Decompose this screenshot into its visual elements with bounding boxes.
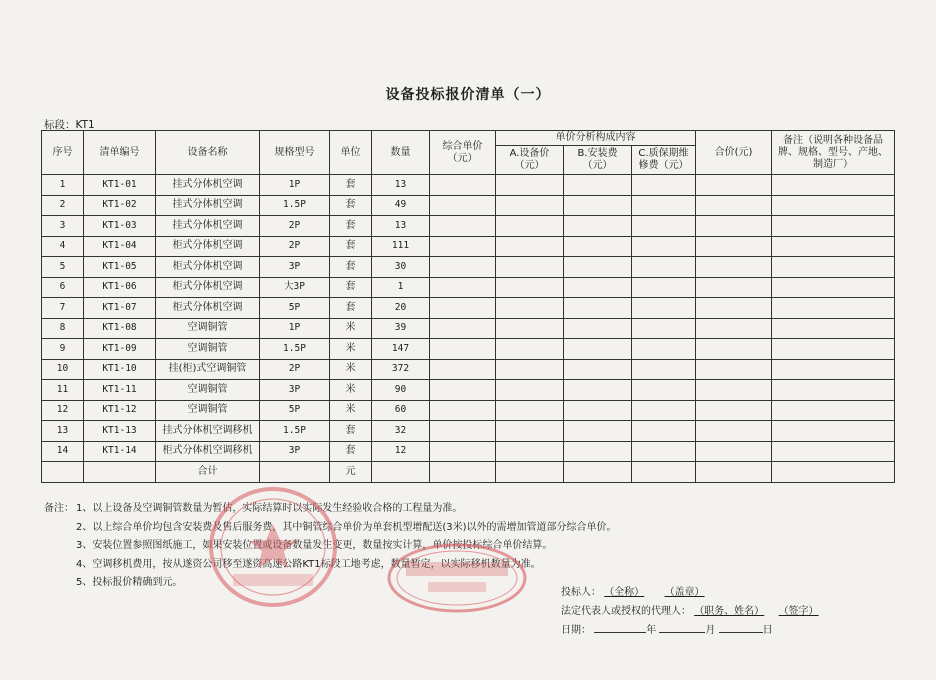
empty-price-cell bbox=[632, 257, 696, 278]
row-spec-cell: 大3P bbox=[260, 277, 330, 298]
empty-price-cell bbox=[496, 257, 564, 278]
row-qty-cell: 30 bbox=[372, 257, 430, 278]
empty-price-cell bbox=[496, 175, 564, 196]
representative-label: 法定代表人或授权的代理人： bbox=[561, 606, 691, 617]
row-qty-cell: 12 bbox=[372, 441, 430, 462]
row-spec-cell: 2P bbox=[260, 359, 330, 380]
empty-price-cell bbox=[772, 359, 895, 380]
empty-total-cell bbox=[42, 462, 84, 483]
header-install-fee: B.安装费（元） bbox=[564, 146, 632, 175]
representative-value: （职务、姓名） bbox=[694, 606, 765, 617]
empty-price-cell bbox=[496, 236, 564, 257]
empty-price-cell bbox=[496, 359, 564, 380]
row-qty-cell: 49 bbox=[372, 195, 430, 216]
empty-price-cell bbox=[696, 175, 772, 196]
header-code: 清单编号 bbox=[84, 131, 156, 175]
row-qty-cell: 13 bbox=[372, 216, 430, 237]
row-seq-cell: 8 bbox=[42, 318, 84, 339]
table-row bbox=[42, 277, 895, 298]
table-row bbox=[42, 216, 895, 237]
empty-price-cell bbox=[696, 257, 772, 278]
note-item: 1、以上设备及空调铜管数量为暂估，实际结算时以实际发生经验收合格的工程量为准。 bbox=[76, 503, 463, 514]
row-unit-cell: 套 bbox=[330, 421, 372, 442]
row-spec-cell: 1P bbox=[260, 318, 330, 339]
row-unit-cell: 套 bbox=[330, 277, 372, 298]
row-qty-cell: 1 bbox=[372, 277, 430, 298]
empty-price-cell bbox=[496, 400, 564, 421]
row-name-cell: 柜式分体机空调 bbox=[156, 277, 260, 298]
empty-price-cell bbox=[564, 195, 632, 216]
empty-price-cell bbox=[632, 175, 696, 196]
row-seq-cell: 11 bbox=[42, 380, 84, 401]
row-spec-cell: 1.5P bbox=[260, 339, 330, 360]
date-label: 日期： bbox=[561, 625, 591, 636]
header-name: 设备名称 bbox=[156, 131, 260, 175]
row-name-cell: 柜式分体机空调 bbox=[156, 298, 260, 319]
signature-block bbox=[561, 583, 819, 640]
empty-price-cell bbox=[430, 236, 496, 257]
empty-price-cell bbox=[632, 359, 696, 380]
empty-price-cell bbox=[496, 277, 564, 298]
empty-price-cell bbox=[564, 339, 632, 360]
price-table bbox=[41, 130, 895, 483]
empty-price-cell bbox=[696, 400, 772, 421]
empty-price-cell bbox=[430, 277, 496, 298]
empty-price-cell bbox=[772, 441, 895, 462]
empty-price-cell bbox=[772, 277, 895, 298]
row-code-cell: KT1-10 bbox=[84, 359, 156, 380]
empty-price-cell bbox=[430, 195, 496, 216]
empty-price-cell bbox=[632, 441, 696, 462]
empty-price-cell bbox=[772, 216, 895, 237]
empty-price-cell bbox=[696, 421, 772, 442]
row-qty-cell: 39 bbox=[372, 318, 430, 339]
row-code-cell: KT1-05 bbox=[84, 257, 156, 278]
row-qty-cell: 60 bbox=[372, 400, 430, 421]
empty-price-cell bbox=[430, 339, 496, 360]
table-row bbox=[42, 257, 895, 278]
row-spec-cell: 1P bbox=[260, 175, 330, 196]
empty-price-cell bbox=[632, 380, 696, 401]
row-seq-cell: 5 bbox=[42, 257, 84, 278]
row-unit-cell: 套 bbox=[330, 195, 372, 216]
row-name-cell: 柜式分体机空调 bbox=[156, 236, 260, 257]
row-unit-cell: 米 bbox=[330, 318, 372, 339]
header-unit: 单位 bbox=[330, 131, 372, 175]
row-name-cell: 空调铜管 bbox=[156, 339, 260, 360]
row-unit-cell: 米 bbox=[330, 380, 372, 401]
empty-price-cell bbox=[696, 441, 772, 462]
table-row bbox=[42, 236, 895, 257]
empty-price-cell bbox=[564, 175, 632, 196]
header-total-price: 合价(元) bbox=[696, 131, 772, 175]
empty-total-cell bbox=[564, 462, 632, 483]
empty-price-cell bbox=[564, 277, 632, 298]
empty-price-cell bbox=[772, 380, 895, 401]
empty-price-cell bbox=[696, 195, 772, 216]
row-qty-cell: 372 bbox=[372, 359, 430, 380]
bidder-seal: （盖章） bbox=[664, 587, 705, 598]
empty-price-cell bbox=[496, 441, 564, 462]
row-name-cell: 挂式分体机空调 bbox=[156, 216, 260, 237]
empty-price-cell bbox=[496, 216, 564, 237]
table-row bbox=[42, 441, 895, 462]
empty-price-cell bbox=[564, 236, 632, 257]
empty-total-cell bbox=[496, 462, 564, 483]
row-name-cell: 挂(柜)式空调铜管 bbox=[156, 359, 260, 380]
empty-price-cell bbox=[772, 175, 895, 196]
empty-price-cell bbox=[430, 380, 496, 401]
table-row bbox=[42, 318, 895, 339]
row-spec-cell: 3P bbox=[260, 257, 330, 278]
empty-price-cell bbox=[772, 339, 895, 360]
row-name-cell: 挂式分体机空调 bbox=[156, 195, 260, 216]
row-spec-cell: 2P bbox=[260, 236, 330, 257]
empty-price-cell bbox=[564, 318, 632, 339]
header-warranty-fee: C.质保期维修费（元） bbox=[632, 146, 696, 175]
row-qty-cell: 111 bbox=[372, 236, 430, 257]
header-unit-price: 综合单价（元） bbox=[430, 131, 496, 175]
date-year-blank bbox=[594, 621, 646, 633]
representative-sign: （签字） bbox=[778, 606, 819, 617]
row-unit-cell: 套 bbox=[330, 441, 372, 462]
empty-price-cell bbox=[564, 400, 632, 421]
total-row bbox=[42, 462, 895, 483]
empty-price-cell bbox=[772, 318, 895, 339]
row-unit-cell: 套 bbox=[330, 175, 372, 196]
row-seq-cell: 9 bbox=[42, 339, 84, 360]
row-code-cell: KT1-09 bbox=[84, 339, 156, 360]
section-label: 标段：KT1 bbox=[44, 119, 95, 131]
row-spec-cell: 3P bbox=[260, 441, 330, 462]
notes-block bbox=[44, 500, 617, 593]
empty-price-cell bbox=[696, 277, 772, 298]
row-code-cell: KT1-02 bbox=[84, 195, 156, 216]
row-qty-cell: 13 bbox=[372, 175, 430, 196]
row-code-cell: KT1-01 bbox=[84, 175, 156, 196]
empty-price-cell bbox=[430, 441, 496, 462]
row-qty-cell: 20 bbox=[372, 298, 430, 319]
row-unit-cell: 套 bbox=[330, 236, 372, 257]
total-unit: 元 bbox=[330, 462, 372, 483]
total-label: 合计 bbox=[156, 462, 260, 483]
empty-price-cell bbox=[430, 318, 496, 339]
empty-price-cell bbox=[496, 298, 564, 319]
row-seq-cell: 3 bbox=[42, 216, 84, 237]
empty-price-cell bbox=[430, 257, 496, 278]
row-spec-cell: 5P bbox=[260, 298, 330, 319]
empty-price-cell bbox=[632, 236, 696, 257]
header-spec: 规格型号 bbox=[260, 131, 330, 175]
row-name-cell: 空调铜管 bbox=[156, 380, 260, 401]
row-seq-cell: 7 bbox=[42, 298, 84, 319]
row-spec-cell: 1.5P bbox=[260, 421, 330, 442]
empty-price-cell bbox=[696, 216, 772, 237]
row-seq-cell: 6 bbox=[42, 277, 84, 298]
table-row bbox=[42, 298, 895, 319]
date-day-blank bbox=[719, 621, 763, 633]
row-spec-cell: 1.5P bbox=[260, 195, 330, 216]
row-code-cell: KT1-14 bbox=[84, 441, 156, 462]
empty-price-cell bbox=[430, 216, 496, 237]
row-seq-cell: 4 bbox=[42, 236, 84, 257]
note-item: 4、空调移机费用，按从遂资公司移至遂资高速公路KT1标段工地考虑，数量暂定，以实际移机数量为准。 bbox=[76, 558, 541, 570]
empty-price-cell bbox=[696, 298, 772, 319]
row-seq-cell: 13 bbox=[42, 421, 84, 442]
row-spec-cell: 5P bbox=[260, 400, 330, 421]
empty-price-cell bbox=[430, 359, 496, 380]
empty-price-cell bbox=[772, 195, 895, 216]
empty-price-cell bbox=[632, 216, 696, 237]
row-unit-cell: 套 bbox=[330, 298, 372, 319]
empty-total-cell bbox=[696, 462, 772, 483]
empty-price-cell bbox=[496, 380, 564, 401]
empty-price-cell bbox=[772, 298, 895, 319]
empty-price-cell bbox=[430, 400, 496, 421]
empty-price-cell bbox=[772, 236, 895, 257]
row-seq-cell: 2 bbox=[42, 195, 84, 216]
header-qty: 数量 bbox=[372, 131, 430, 175]
row-name-cell: 柜式分体机空调 bbox=[156, 257, 260, 278]
row-unit-cell: 套 bbox=[330, 216, 372, 237]
empty-total-cell bbox=[372, 462, 430, 483]
empty-price-cell bbox=[696, 318, 772, 339]
bidder-value: （全称） bbox=[604, 587, 645, 598]
row-seq-cell: 14 bbox=[42, 441, 84, 462]
date-day-label: 日 bbox=[762, 625, 773, 636]
table-row bbox=[42, 339, 895, 360]
row-seq-cell: 10 bbox=[42, 359, 84, 380]
empty-price-cell bbox=[632, 318, 696, 339]
empty-price-cell bbox=[430, 175, 496, 196]
bidder-label: 投标人： bbox=[561, 587, 601, 598]
row-unit-cell: 米 bbox=[330, 339, 372, 360]
date-month-blank bbox=[659, 621, 705, 633]
empty-total-cell bbox=[632, 462, 696, 483]
empty-price-cell bbox=[564, 380, 632, 401]
empty-total-cell bbox=[772, 462, 895, 483]
empty-total-cell bbox=[260, 462, 330, 483]
empty-price-cell bbox=[496, 421, 564, 442]
row-code-cell: KT1-04 bbox=[84, 236, 156, 257]
empty-price-cell bbox=[496, 195, 564, 216]
empty-price-cell bbox=[632, 339, 696, 360]
header-seq: 序号 bbox=[42, 131, 84, 175]
empty-price-cell bbox=[564, 298, 632, 319]
table-row bbox=[42, 421, 895, 442]
row-code-cell: KT1-03 bbox=[84, 216, 156, 237]
note-item: 5、投标报价精确到元。 bbox=[76, 577, 183, 588]
row-code-cell: KT1-13 bbox=[84, 421, 156, 442]
empty-total-cell bbox=[430, 462, 496, 483]
empty-price-cell bbox=[430, 298, 496, 319]
empty-price-cell bbox=[564, 421, 632, 442]
document-title: 设备投标报价清单（一） bbox=[385, 87, 551, 103]
empty-price-cell bbox=[632, 195, 696, 216]
empty-price-cell bbox=[496, 318, 564, 339]
row-seq-cell: 1 bbox=[42, 175, 84, 196]
empty-price-cell bbox=[772, 400, 895, 421]
empty-price-cell bbox=[632, 298, 696, 319]
row-code-cell: KT1-08 bbox=[84, 318, 156, 339]
empty-price-cell bbox=[564, 359, 632, 380]
row-name-cell: 柜式分体机空调移机 bbox=[156, 441, 260, 462]
row-code-cell: KT1-11 bbox=[84, 380, 156, 401]
empty-price-cell bbox=[696, 359, 772, 380]
empty-price-cell bbox=[564, 216, 632, 237]
row-name-cell: 挂式分体机空调移机 bbox=[156, 421, 260, 442]
empty-total-cell bbox=[84, 462, 156, 483]
row-qty-cell: 147 bbox=[372, 339, 430, 360]
empty-price-cell bbox=[632, 277, 696, 298]
header-equipment-price: A.设备价（元） bbox=[496, 146, 564, 175]
row-spec-cell: 2P bbox=[260, 216, 330, 237]
row-code-cell: KT1-12 bbox=[84, 400, 156, 421]
table-row bbox=[42, 175, 895, 196]
table-row bbox=[42, 400, 895, 421]
row-code-cell: KT1-07 bbox=[84, 298, 156, 319]
row-seq-cell: 12 bbox=[42, 400, 84, 421]
row-name-cell: 挂式分体机空调 bbox=[156, 175, 260, 196]
table-row bbox=[42, 380, 895, 401]
empty-price-cell bbox=[696, 339, 772, 360]
note-item: 2、以上综合单价均包含安装费及售后服务费，其中铜管综合单价为单套机型增配送(3米)以外的需增加管道部分综合单价。 bbox=[76, 521, 617, 533]
empty-price-cell bbox=[430, 421, 496, 442]
header-breakdown: 单价分析构成内容 bbox=[496, 131, 696, 146]
date-year-label: 年 bbox=[646, 625, 657, 636]
row-unit-cell: 米 bbox=[330, 359, 372, 380]
empty-price-cell bbox=[632, 400, 696, 421]
empty-price-cell bbox=[632, 421, 696, 442]
empty-price-cell bbox=[696, 236, 772, 257]
empty-price-cell bbox=[772, 257, 895, 278]
note-item: 3、安装位置参照图纸施工，如果安装位置或设备数量发生变更，数量按实计算，单价按投标综合单价结算。 bbox=[76, 540, 553, 551]
row-qty-cell: 90 bbox=[372, 380, 430, 401]
empty-price-cell bbox=[496, 339, 564, 360]
notes-lead: 备注： bbox=[44, 503, 74, 514]
row-code-cell: KT1-06 bbox=[84, 277, 156, 298]
empty-price-cell bbox=[772, 421, 895, 442]
table-row bbox=[42, 195, 895, 216]
row-name-cell: 空调铜管 bbox=[156, 318, 260, 339]
row-spec-cell: 3P bbox=[260, 380, 330, 401]
empty-price-cell bbox=[564, 257, 632, 278]
row-unit-cell: 米 bbox=[330, 400, 372, 421]
table-row bbox=[42, 359, 895, 380]
empty-price-cell bbox=[696, 380, 772, 401]
date-month-label: 月 bbox=[705, 625, 716, 636]
header-remarks: 备注（说明各种设备品牌、规格、型号、产地、制造厂） bbox=[772, 131, 895, 175]
row-qty-cell: 32 bbox=[372, 421, 430, 442]
row-name-cell: 空调铜管 bbox=[156, 400, 260, 421]
empty-price-cell bbox=[564, 441, 632, 462]
row-unit-cell: 套 bbox=[330, 257, 372, 278]
